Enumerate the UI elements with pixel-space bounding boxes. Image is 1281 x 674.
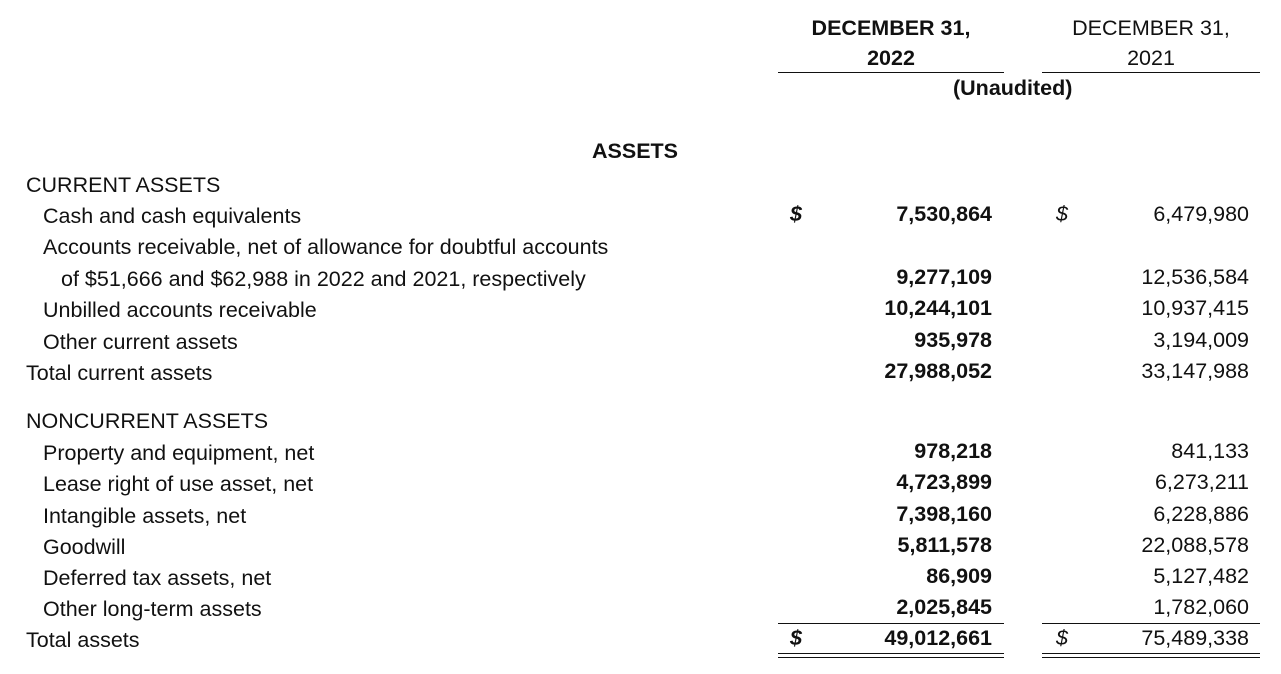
- value-2021: 841,133: [1171, 439, 1249, 463]
- value-2022: 935,978: [914, 328, 992, 352]
- row-label: Other long-term assets: [43, 597, 262, 621]
- current-assets-heading: CURRENT ASSETS: [26, 173, 221, 197]
- value-2021: 6,273,211: [1154, 470, 1249, 494]
- row-label: Intangible assets, net: [43, 504, 247, 528]
- total-assets-label: Total assets: [26, 628, 140, 652]
- value-2021: 5,127,482: [1153, 564, 1249, 588]
- dollar-sign: $: [1056, 626, 1068, 650]
- dollar-sign: $: [790, 626, 802, 650]
- header-rule-2022: [778, 72, 1004, 73]
- col-header-2021-line2: 2021: [1127, 46, 1175, 70]
- dollar-sign: $: [1056, 202, 1068, 226]
- section-title: ASSETS: [592, 139, 679, 163]
- row-label: Unbilled accounts receivable: [43, 298, 317, 322]
- value-2021: 22,088,578: [1141, 533, 1249, 557]
- total-assets-2021: 75,489,338: [1141, 626, 1249, 650]
- subtotal-rule-2021: [1042, 623, 1260, 624]
- row-label: Accounts receivable, net of allowance for doubtful accounts: [43, 235, 609, 259]
- row-label: Cash and cash equivalents: [43, 204, 302, 228]
- value-2022: 978,218: [914, 439, 992, 463]
- value-2022: 86,909: [926, 564, 992, 588]
- value-2021: 1,782,060: [1153, 595, 1249, 619]
- value-2021: 10,937,415: [1141, 296, 1249, 320]
- header-rule-2021: [1042, 72, 1260, 73]
- value-2021: 6,479,980: [1153, 202, 1249, 226]
- row-label: of $51,666 and $62,988 in 2022 and 2021, respectively: [61, 267, 586, 291]
- value-2022: 10,244,101: [884, 296, 992, 320]
- value-2021: 12,536,584: [1141, 265, 1249, 289]
- unaudited-note: (Unaudited): [953, 76, 1073, 100]
- dollar-sign: $: [790, 202, 802, 226]
- col-header-2022-line2: 2022: [867, 46, 915, 70]
- row-label: Deferred tax assets, net: [43, 566, 272, 590]
- total-assets-2022: 49,012,661: [884, 626, 992, 650]
- value-2022: 2,025,845: [896, 595, 992, 619]
- total-2021: 33,147,988: [1141, 359, 1249, 383]
- total-2022: 27,988,052: [884, 359, 992, 383]
- noncurrent-assets-heading: NONCURRENT ASSETS: [26, 409, 269, 433]
- col-header-2021: [1042, 13, 1260, 73]
- value-2022: 4,723,899: [896, 470, 992, 494]
- row-label: Property and equipment, net: [43, 441, 315, 465]
- double-rule-2021: [1042, 653, 1260, 658]
- value-2022: 5,811,578: [897, 533, 992, 557]
- total-label: Total current assets: [26, 361, 213, 385]
- col-header-2022: [778, 13, 1004, 73]
- row-label: Lease right of use asset, net: [43, 472, 314, 496]
- value-2021: 6,228,886: [1153, 502, 1249, 526]
- double-rule-2022: [778, 653, 1004, 658]
- row-label: Goodwill: [43, 535, 126, 559]
- row-label: Other current assets: [43, 330, 238, 354]
- value-2022: 7,530,864: [896, 202, 992, 226]
- subtotal-rule-2022: [778, 623, 1004, 624]
- col-header-2022-line1: DECEMBER 31,: [811, 16, 971, 40]
- value-2022: 7,398,160: [896, 502, 992, 526]
- col-header-2021-line1: DECEMBER 31,: [1072, 16, 1230, 40]
- value-2021: 3,194,009: [1153, 328, 1249, 352]
- value-2022: 9,277,109: [896, 265, 992, 289]
